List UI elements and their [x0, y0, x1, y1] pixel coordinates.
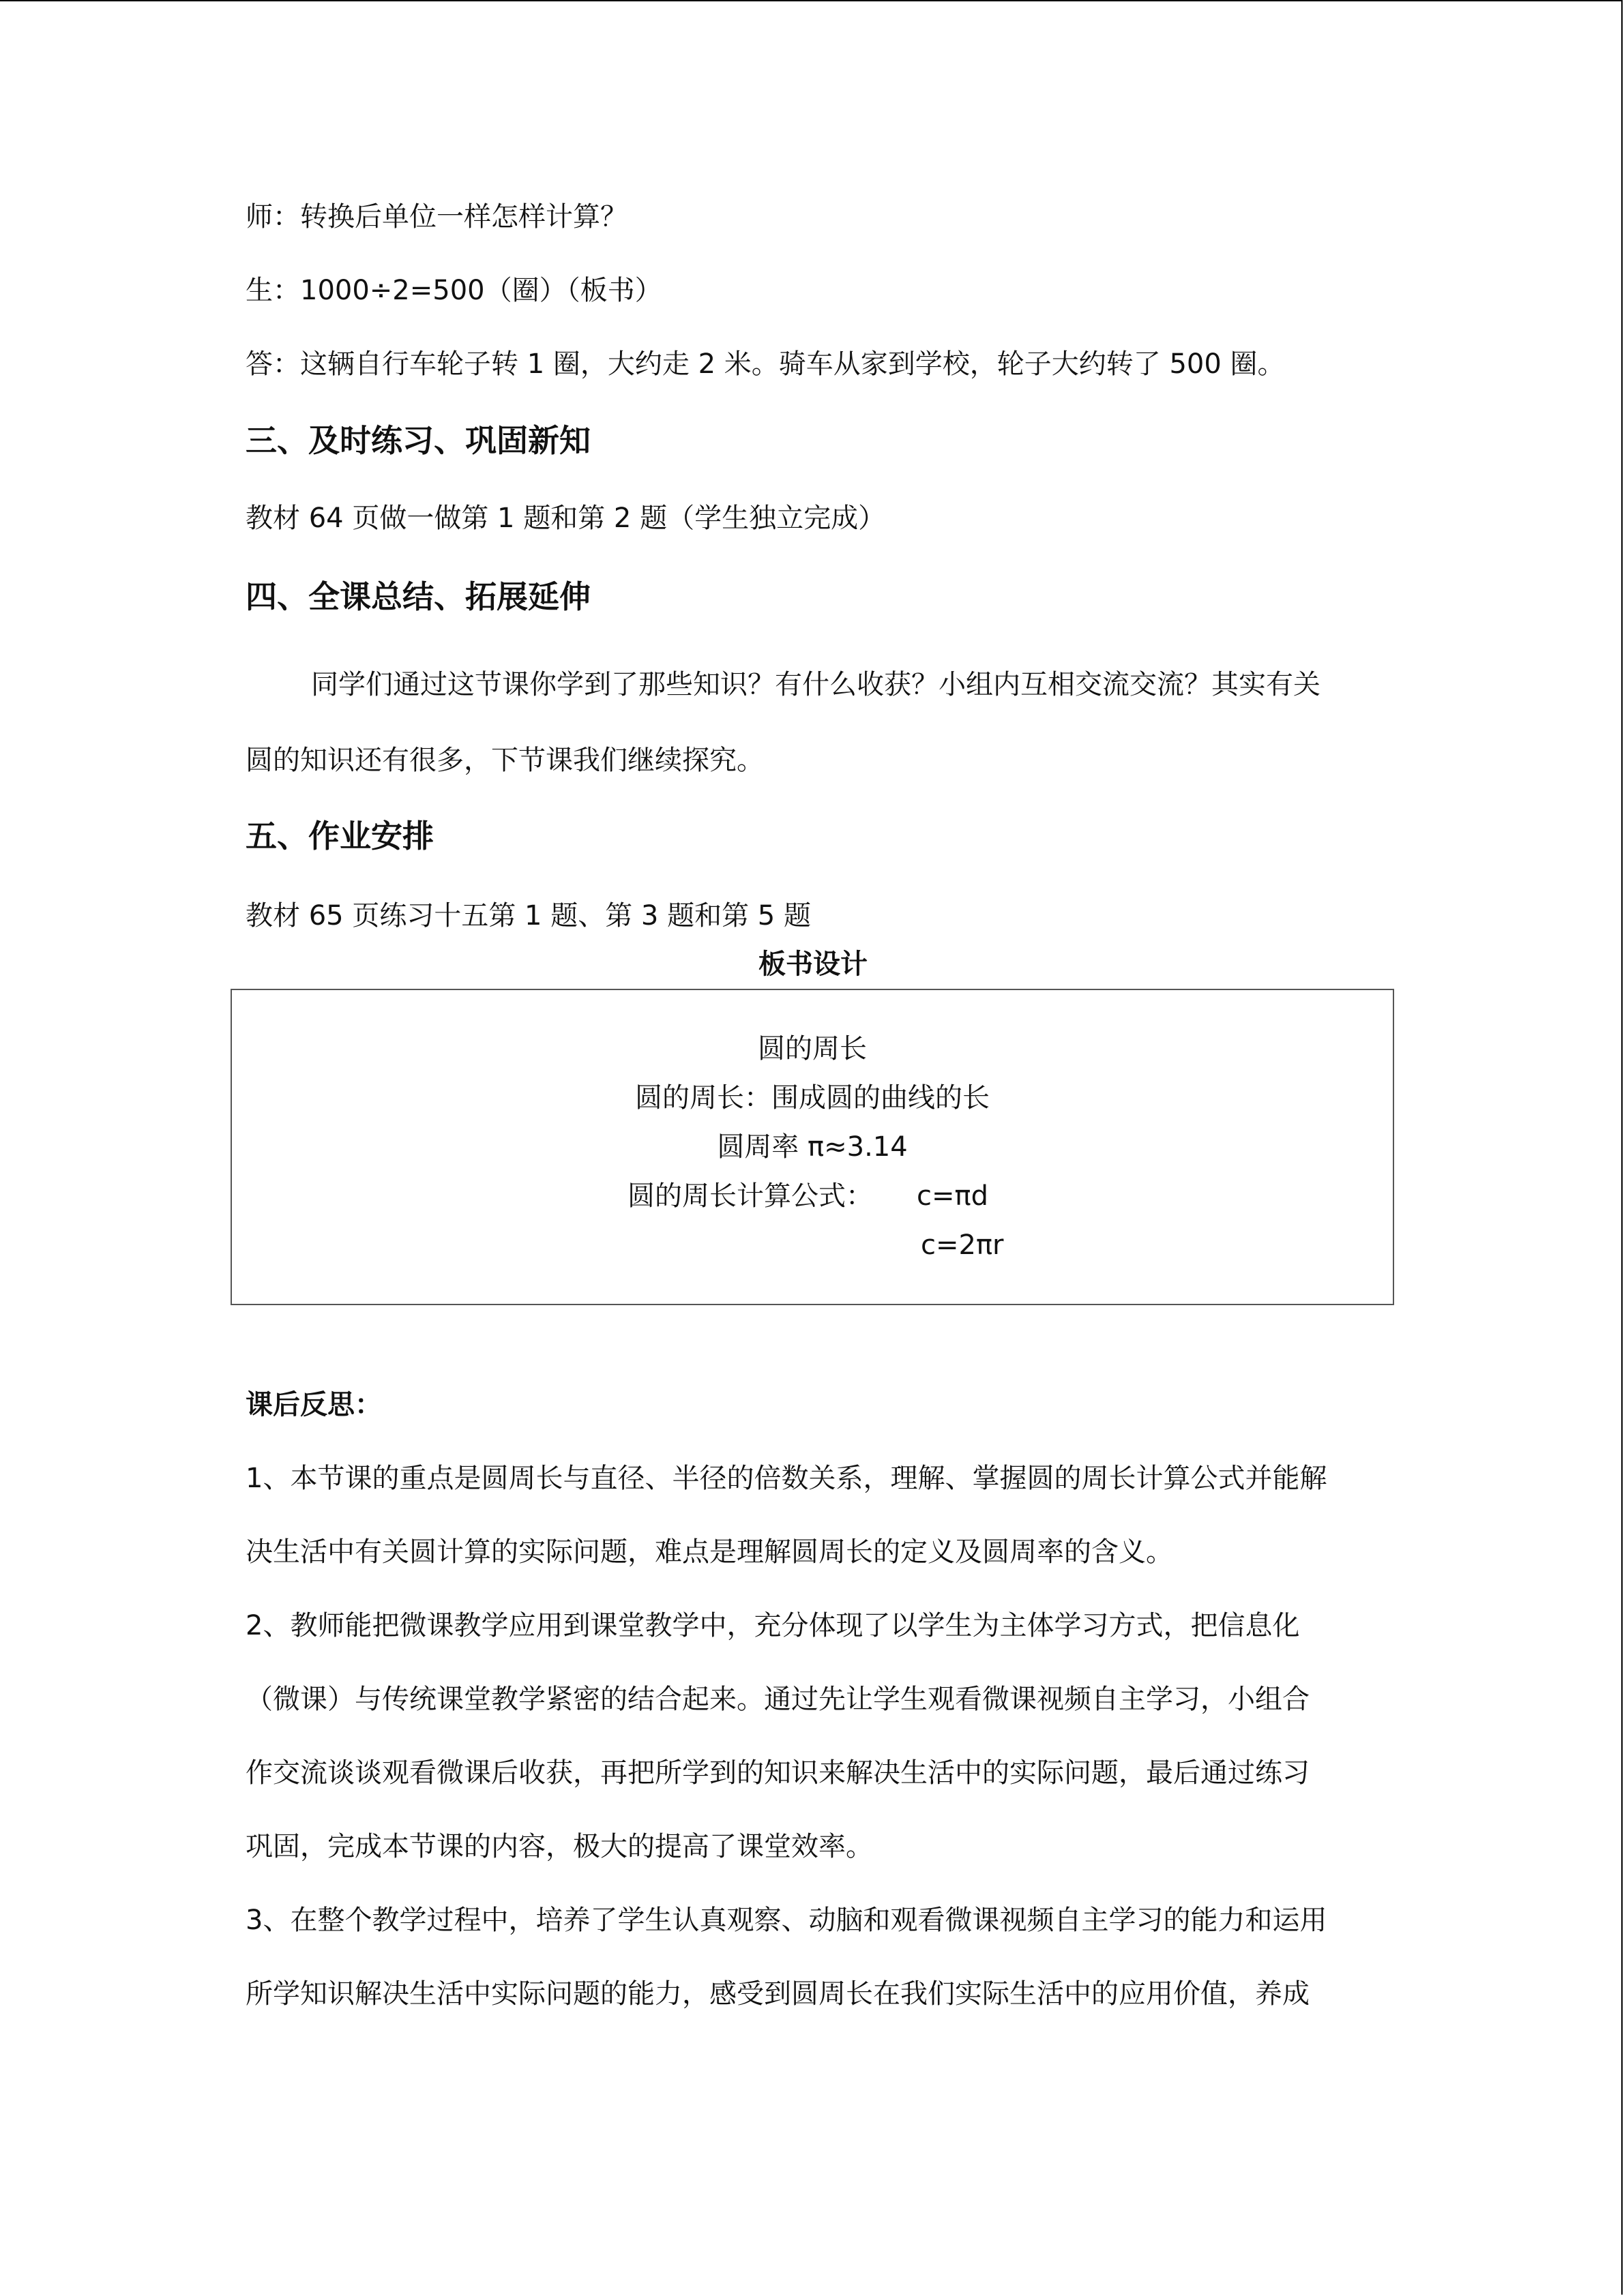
board-formula-radius: c=2πr: [921, 1229, 1004, 1261]
section-4-line-2: 圆的知识还有很多，下节课我们继续探究。: [246, 745, 764, 776]
section-5-text: 教材 65 页练习十五第 1 题、第 3 题和第 5 题: [246, 900, 811, 931]
reflection-p2-line-3: 作交流谈谈观看微课后收获，再把所学到的知识来解决生活中的实际问题，最后通过练习: [246, 1757, 1310, 1789]
dialogue-answer: 答：这辆自行车轮子转 1 圈，大约走 2 米。骑车从家到学校，轮子大约转了 500 圈。: [246, 348, 1285, 380]
section-3-heading: 三、及时练习、巩固新知: [246, 422, 591, 459]
board-line-title: 圆的周长: [758, 1033, 867, 1064]
reflection-p2-line-4: 巩固，完成本节课的内容，极大的提高了课堂效率。: [246, 1831, 873, 1862]
board-design-title: 板书设计: [758, 949, 868, 980]
reflection-p2-line-1: 2、教师能把微课教学应用到课堂教学中，充分体现了以学生为主体学习方式，把信息化: [246, 1610, 1300, 1641]
board-formula-diameter: c=πd: [917, 1180, 988, 1212]
board-design-box: [231, 989, 1394, 1305]
section-3-text: 教材 64 页做一做第 1 题和第 2 题（学生独立完成）: [246, 503, 886, 534]
reflection-p2-line-2: （微课）与传统课堂教学紧密的结合起来。通过先让学生观看微课视频自主学习，小组合: [246, 1684, 1310, 1715]
board-line-pi: 圆周率 π≈3.14: [717, 1131, 908, 1163]
reflection-p1-line-1: 1、本节课的重点是圆周长与直径、半径的倍数关系，理解、掌握圆的周长计算公式并能解: [246, 1463, 1327, 1494]
dialogue-teacher: 师：转换后单位一样怎样计算？: [246, 201, 628, 233]
reflection-label: 课后反思：: [246, 1389, 382, 1420]
section-4-heading: 四、全课总结、拓展延伸: [246, 578, 591, 615]
board-line-definition: 圆的周长：围成圆的曲线的长: [635, 1082, 990, 1114]
reflection-p3-line-1: 3、在整个教学过程中，培养了学生认真观察、动脑和观看微课视频自主学习的能力和运用: [246, 1905, 1327, 1936]
reflection-p1-line-2: 决生活中有关圆计算的实际问题，难点是理解圆周长的定义及圆周率的含义。: [246, 1536, 1173, 1568]
section-5-heading: 五、作业安排: [246, 818, 434, 854]
dialogue-student: 生：1000÷2=500（圈）（板书）: [246, 275, 662, 306]
reflection-p3-line-2: 所学知识解决生活中实际问题的能力，感受到圆周长在我们实际生活中的应用价值，养成: [246, 1978, 1310, 2010]
section-4-line-1: 同学们通过这节课你学到了那些知识？有什么收获？小组内互相交流交流？其实有关: [311, 669, 1320, 700]
board-line-formula-label: 圆的周长计算公式：: [628, 1180, 873, 1212]
